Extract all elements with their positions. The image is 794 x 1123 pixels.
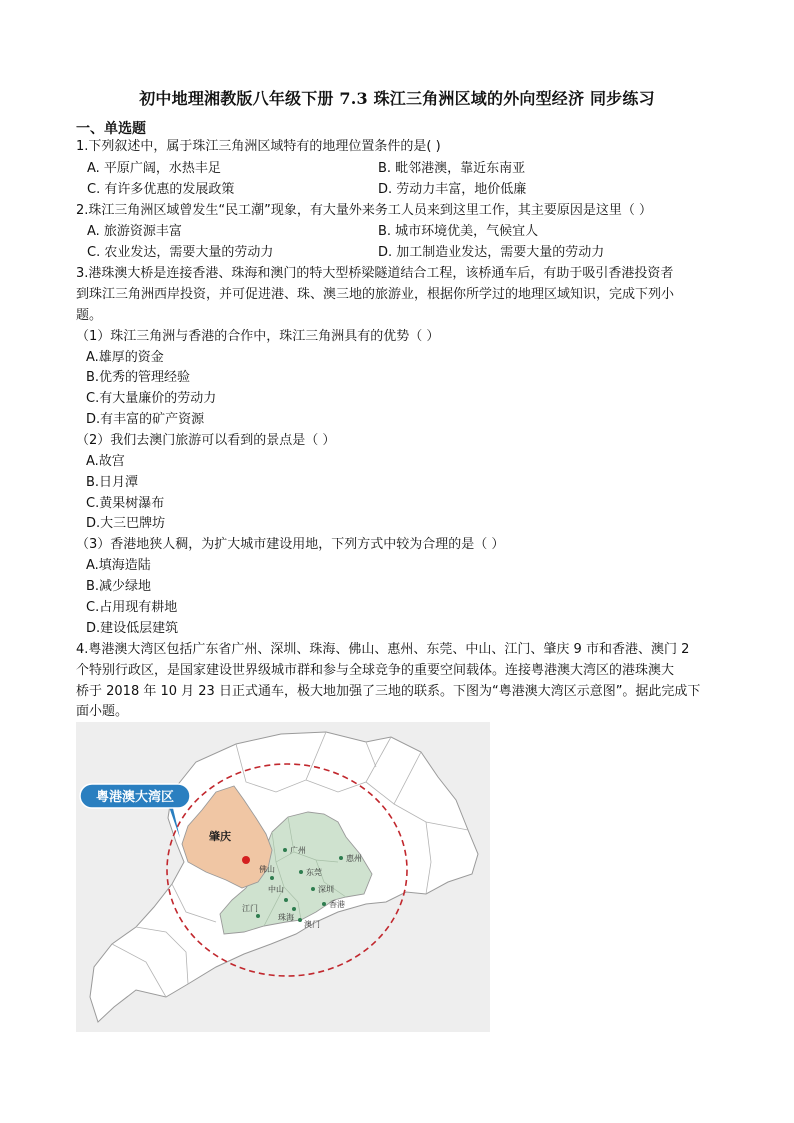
city-dot-zhongshan: [284, 898, 288, 902]
q3-sub-3-option-d: D.建设低层建筑: [86, 621, 179, 636]
city-label-dongguan: 东莞: [306, 868, 322, 877]
city-dot-dongguan: [299, 870, 303, 874]
callout-label: 粤港澳大湾区: [95, 790, 175, 805]
q3-sub-3-option-a: A.填海造陆: [86, 558, 151, 573]
q1-option-a: A. 平原广阔，水热丰足: [87, 161, 221, 176]
city-dot-zhuhai: [292, 907, 296, 911]
question-2-stem: 2.珠江三角洲区域曾发生“民工潮”现象，有大量外来务工人员来到这里工作，其主要原因是这里（ ）: [76, 203, 653, 218]
city-label-hongkong: 香港: [329, 900, 345, 909]
city-dot-huizhou: [339, 856, 343, 860]
q2-option-a: A. 旅游资源丰富: [87, 224, 182, 239]
q3-sub-1-stem: （1）珠江三角洲与香港的合作中，珠江三角洲具有的优势（ ）: [76, 329, 440, 344]
q3-sub-2-option-d: D.大三巴牌坊: [86, 516, 166, 531]
city-label-jiangmen: 江门: [242, 904, 258, 913]
city-label-zhuhai: 珠海: [278, 913, 294, 922]
city-label-shenzhen: 深圳: [318, 885, 334, 894]
q3-sub-3-option-c: C.占用现有耕地: [86, 600, 178, 615]
question-3-stem-line-2: 到珠江三角洲西岸投资，并可促进港、珠、澳三地的旅游业，根据你所学过的地理区域知识，完成下列小: [76, 287, 675, 302]
q3-sub-1-option-d: D.有丰富的矿产资源: [86, 412, 205, 427]
q2-option-d: D. 加工制造业发达，需要大量的劳动力: [378, 245, 605, 260]
greater-bay-area-map: [76, 722, 490, 1032]
city-label-foshan: 佛山: [259, 865, 275, 874]
city-dot-jiangmen: [256, 914, 260, 918]
q3-sub-3-option-b: B.减少绿地: [86, 579, 152, 594]
city-dot-hongkong: [322, 902, 326, 906]
q1-option-d: D. 劳动力丰富，地价低廉: [378, 182, 527, 197]
city-dot-macau: [298, 918, 302, 922]
question-3-stem-line-3: 题。: [76, 308, 103, 323]
q3-sub-2-option-c: C.黄果树瀑布: [86, 496, 165, 511]
q1-option-b: B. 毗邻港澳，靠近东南亚: [378, 161, 526, 176]
city-dot-shenzhen: [311, 887, 315, 891]
q3-sub-1-option-c: C.有大量廉价的劳动力: [86, 391, 217, 406]
question-4-stem-line-2: 个特别行政区，是国家建设世界级城市群和参与全球竞争的重要空间载体。连接粤港澳大湾区的港珠澳大: [76, 663, 675, 678]
question-4-stem-line-4: 面小题。: [76, 704, 129, 719]
city-label-zhaoqing: 肇庆: [209, 830, 231, 843]
q1-option-c: C. 有许多优惠的发展政策: [87, 182, 235, 197]
city-label-guangzhou: 广州: [290, 846, 306, 855]
q3-sub-2-stem: （2）我们去澳门旅游可以看到的景点是（ ）: [76, 433, 336, 448]
city-label-macau: 澳门: [304, 920, 320, 929]
question-4-stem-line-3: 桥于 2018 年 10 月 23 日正式通车，极大地加强了三地的联系。下图为“粤港澳大湾区示意图”。据此完成下: [76, 684, 701, 699]
q2-option-b: B. 城市环境优美，气候宜人: [378, 224, 539, 239]
question-3-stem-line-1: 3.港珠澳大桥是连接香港、珠海和澳门的特大型桥梁隧道结合工程，该桥通车后，有助于吸引香港投资者: [76, 266, 674, 281]
q3-sub-2-option-a: A.故宫: [86, 454, 125, 469]
q3-sub-3-stem: （3）香港地狭人稠，为扩大城市建设用地，下列方式中较为合理的是（ ）: [76, 537, 505, 552]
question-4-stem-line-1: 4.粤港澳大湾区包括广东省广州、深圳、珠海、佛山、惠州、东莞、中山、江门、肇庆 9 市和香港、澳门 2: [76, 642, 690, 657]
city-label-zhongshan: 中山: [268, 885, 284, 894]
city-dot-guangzhou: [283, 848, 287, 852]
city-dot-foshan: [270, 876, 274, 880]
question-1-stem: 1.下列叙述中，属于珠江三角洲区域特有的地理位置条件的是( ): [76, 139, 441, 154]
q3-sub-1-option-b: B.优秀的管理经验: [86, 370, 191, 385]
q3-sub-1-option-a: A.雄厚的资金: [86, 350, 164, 365]
city-label-huizhou: 惠州: [346, 854, 362, 863]
section-heading: 一、单选题: [76, 121, 146, 137]
page-title: 初中地理湘教版八年级下册 7.3 珠江三角洲区域的外向型经济 同步练习: [139, 89, 655, 108]
q3-sub-2-option-b: B.日月潭: [86, 475, 139, 490]
q2-option-c: C. 农业发达，需要大量的劳动力: [87, 245, 274, 260]
city-dot-zhaoqing: [242, 856, 250, 864]
